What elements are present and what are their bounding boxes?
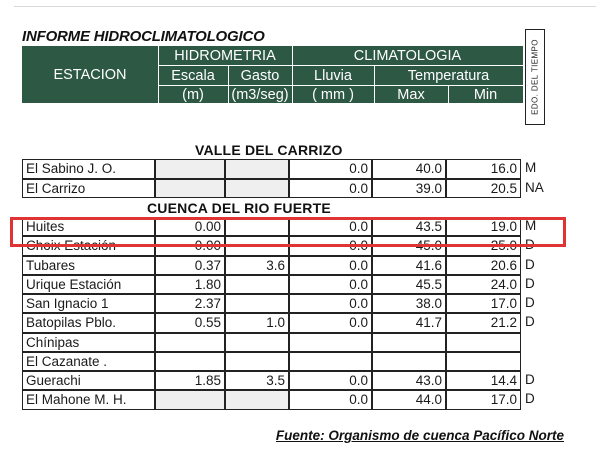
gasto-cell (225, 275, 289, 294)
header-divider (158, 46, 159, 103)
temp-max-cell: 38.0 (372, 294, 446, 313)
temp-min-cell: 21.2 (446, 313, 521, 332)
temp-min-cell: 20.6 (446, 256, 521, 275)
lluvia-cell: 0.0 (289, 236, 372, 255)
temp-max-cell: 39.0 (372, 179, 446, 198)
header-max-label: Max (397, 86, 425, 103)
gasto-cell: 3.6 (225, 256, 289, 275)
header-lluvia-label: Lluvia (314, 67, 352, 84)
temp-min-cell: 14.4 (446, 371, 521, 390)
header-max (374, 86, 448, 103)
header-estacion-label: ESTACION (53, 66, 127, 83)
temp-min-cell: 17.0 (446, 294, 521, 313)
weather-status (523, 352, 525, 371)
station-cell: San Ignacio 1 (22, 294, 155, 313)
lluvia-cell (289, 333, 372, 352)
station-cell: Chínipas (22, 333, 155, 352)
table-row (22, 294, 554, 313)
station-cell: El Sabino J. O. (22, 159, 155, 178)
station-cell: El Mahone M. H. (22, 390, 155, 409)
temp-max-cell: 44.0 (372, 390, 446, 409)
header-gasto-unit (228, 86, 292, 103)
header-divider (292, 46, 293, 103)
header-escala-unit-label: (m) (182, 86, 204, 103)
temp-min-cell (446, 352, 521, 371)
temp-max-cell: 41.6 (372, 256, 446, 275)
header-gasto (228, 66, 292, 85)
header-temperatura (374, 66, 523, 85)
header-climatologia (292, 46, 523, 65)
escala-cell: 0.37 (155, 256, 225, 275)
lluvia-cell: 0.0 (289, 159, 372, 178)
table-row (22, 313, 554, 332)
escala-cell (155, 333, 225, 352)
lluvia-cell: 0.0 (289, 390, 372, 409)
weather-status: D (525, 372, 535, 387)
table-row (22, 371, 554, 390)
report-title: INFORME HIDROCLIMATOLOGICO (22, 28, 265, 45)
weather-status: D (525, 237, 535, 253)
temp-max-cell: 45.0 (372, 236, 446, 255)
temp-max-cell (372, 352, 446, 371)
weather-status-label-text: EDO. DEL TIEMPO (530, 39, 540, 115)
table-row (22, 159, 554, 178)
section-header (22, 140, 554, 159)
top-divider (14, 6, 596, 7)
temp-min-cell: 20.5 (446, 179, 521, 198)
temp-max-cell: 43.0 (372, 371, 446, 390)
escala-cell (155, 352, 225, 371)
station-cell: Batopilas Pblo. (22, 313, 155, 332)
gasto-cell (225, 159, 289, 178)
header-hidrometria (158, 46, 292, 65)
weather-status: M (525, 218, 537, 233)
gasto-cell (225, 179, 289, 198)
escala-cell: 1.85 (155, 371, 225, 390)
escala-cell: 0.00 (155, 236, 225, 255)
gasto-cell (225, 390, 289, 409)
lluvia-cell (289, 352, 372, 371)
temp-min-cell: 16.0 (446, 159, 521, 178)
weather-status: M (525, 160, 537, 176)
highlight-frame (10, 217, 566, 247)
header-divider (374, 66, 375, 103)
data-table (22, 140, 554, 410)
section-title: CUENCA DEL RIO FUERTE (147, 199, 331, 216)
gasto-cell: 3.5 (225, 371, 289, 390)
table-row (22, 256, 554, 275)
temp-max-cell: 40.0 (372, 159, 446, 178)
temp-max-cell: 45.5 (372, 275, 446, 294)
temp-max-cell: 43.5 (372, 217, 446, 236)
weather-status: D (525, 256, 535, 272)
lluvia-cell: 0.0 (289, 275, 372, 294)
station-cell: Tubares (22, 256, 155, 275)
lluvia-cell: 0.0 (289, 313, 372, 332)
section-header (22, 198, 554, 217)
header-divider (228, 66, 229, 103)
escala-cell: 2.37 (155, 294, 225, 313)
weather-status: D (525, 275, 535, 291)
temp-min-cell: 25.0 (446, 236, 521, 255)
escala-cell (155, 390, 225, 409)
header-lluvia-unit (292, 86, 374, 103)
source-note: Fuente: Organismo de cuenca Pacífico Norte (275, 428, 564, 443)
header-hidrometria-label: HIDROMETRIA (174, 47, 276, 64)
escala-cell (155, 179, 225, 198)
weather-status: D (525, 391, 535, 407)
lluvia-cell: 0.0 (289, 371, 372, 390)
table-row (22, 179, 554, 198)
header-estacion (22, 46, 158, 103)
temp-min-cell: 24.0 (446, 275, 521, 294)
header-divider (158, 65, 523, 66)
gasto-cell (225, 333, 289, 352)
weather-status: D (525, 314, 535, 330)
header-climatologia-label: CLIMATOLOGIA (353, 47, 462, 64)
header-gasto-unit-label: (m3/seg) (231, 86, 289, 103)
table-row (22, 275, 554, 294)
temp-min-cell: 19.0 (446, 217, 521, 236)
gasto-cell (225, 294, 289, 313)
escala-cell: 0.00 (155, 217, 225, 236)
header-lluvia (292, 66, 374, 85)
weather-status: NA (525, 179, 544, 195)
section-title: VALLE DEL CARRIZO (195, 142, 343, 158)
header-escala-unit (158, 86, 228, 103)
station-cell: Huites (22, 217, 155, 236)
header-min (448, 86, 523, 103)
table-row (22, 352, 554, 371)
header-divider (448, 86, 449, 103)
escala-cell: 0.55 (155, 313, 225, 332)
temp-max-cell (372, 333, 446, 352)
table-row (22, 333, 554, 352)
station-cell: El Cazanate . (22, 352, 155, 371)
weather-status: D (525, 295, 535, 310)
header-divider (158, 85, 523, 86)
weather-status (523, 333, 525, 352)
header-min-label: Min (473, 86, 498, 103)
temp-min-cell (446, 333, 521, 352)
header-temperatura-label: Temperatura (407, 67, 490, 84)
station-cell: Guerachi (22, 371, 155, 390)
gasto-cell (225, 352, 289, 371)
weather-status-column-label (525, 29, 545, 125)
station-cell: Urique Estación (22, 275, 155, 294)
lluvia-cell: 0.0 (289, 294, 372, 313)
header-escala (158, 66, 228, 85)
station-cell: Choix Estación (22, 236, 155, 255)
header-gasto-label: Gasto (240, 67, 280, 84)
table-row (22, 390, 554, 409)
escala-cell (155, 159, 225, 178)
temp-max-cell: 41.7 (372, 313, 446, 332)
temp-min-cell: 17.0 (446, 390, 521, 409)
lluvia-cell: 0.0 (289, 217, 372, 236)
lluvia-cell: 0.0 (289, 256, 372, 275)
gasto-cell: 1.0 (225, 313, 289, 332)
escala-cell: 1.80 (155, 275, 225, 294)
header-escala-label: Escala (171, 67, 215, 84)
header-lluvia-unit-label: ( mm ) (312, 86, 354, 103)
lluvia-cell: 0.0 (289, 179, 372, 198)
station-cell: El Carrizo (22, 179, 155, 198)
